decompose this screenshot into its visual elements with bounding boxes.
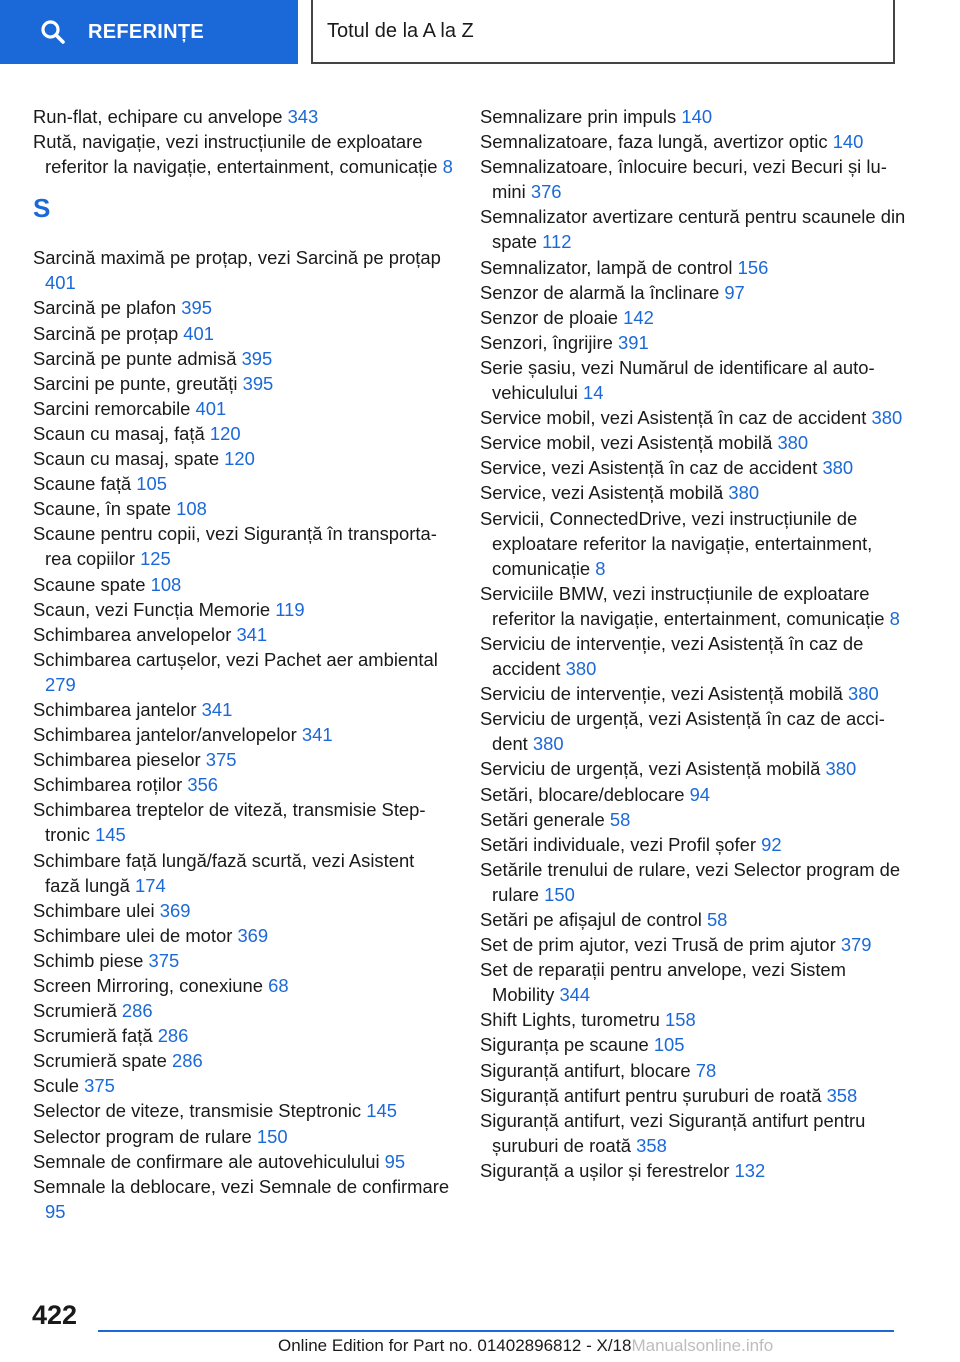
index-entry xyxy=(480,706,910,756)
index-entry xyxy=(480,807,910,832)
index-entry xyxy=(480,330,910,355)
index-entry xyxy=(480,631,910,681)
index-entry xyxy=(33,1098,453,1123)
page-link[interactable]: 358 xyxy=(826,1084,858,1106)
page-link[interactable]: 92 xyxy=(761,833,782,855)
index-entry-text: Sarcini remorcabile xyxy=(33,397,196,419)
index-entry xyxy=(33,396,453,421)
index-entry xyxy=(480,1158,910,1183)
page-link[interactable]: 8 xyxy=(595,557,606,579)
index-entry-text: Sarcină pe plafon xyxy=(33,297,182,319)
index-entry-text: Serviciu de intervenție, vezi Asistență în caz de accident xyxy=(480,632,864,680)
index-entry-text: Semnalizatoare, faza lungă, avertizor optic xyxy=(480,131,833,153)
index-entry xyxy=(33,446,453,471)
page-link[interactable]: 279 xyxy=(45,673,76,695)
index-entry-text: Service, vezi Asistență mobilă xyxy=(480,482,729,504)
index-entry xyxy=(480,857,910,907)
page-link[interactable]: 94 xyxy=(689,783,711,805)
page-link[interactable]: 78 xyxy=(695,1059,717,1081)
index-entry xyxy=(33,998,453,1023)
page-link[interactable]: 108 xyxy=(150,573,182,595)
index-entry-text: Scaun cu masaj, spate xyxy=(33,448,225,470)
index-entry-text: Siguranță antifurt, blocare xyxy=(480,1059,696,1081)
index-entry-text: Schimbarea pieselor xyxy=(33,749,206,771)
footer-edition xyxy=(278,1336,773,1356)
index-entry-text: Setările trenului de rulare, vezi Selector program de rulare xyxy=(480,858,901,905)
index-entry xyxy=(33,1023,453,1048)
index-entry-text: Semnalizator, lampă de control xyxy=(480,256,738,278)
index-entry xyxy=(480,957,910,1007)
index-entry-text: Set de prim ajutor, vezi Trusă de prim ajutor xyxy=(480,934,841,956)
page-link[interactable]: 68 xyxy=(268,975,289,996)
index-entry-text: Serie șasiu, vezi Numărul de identificare al autovehiculului xyxy=(480,356,875,404)
page-link[interactable]: 401 xyxy=(45,272,76,294)
page-link[interactable]: 341 xyxy=(201,698,233,720)
page-link[interactable]: 286 xyxy=(157,1025,189,1047)
index-entry xyxy=(33,496,453,521)
page-link[interactable]: 119 xyxy=(275,598,305,620)
index-entry xyxy=(33,1048,453,1073)
index-entry xyxy=(33,104,453,129)
index-entry xyxy=(33,797,453,847)
index-entry xyxy=(480,1058,910,1083)
index-entry xyxy=(480,255,910,280)
index-entry xyxy=(480,1083,910,1108)
page-link[interactable]: 286 xyxy=(121,1000,153,1022)
index-entry-text: Selector de viteze, transmisie Steptronic xyxy=(33,1100,367,1122)
index-entry-text: Sarcină maximă pe proțap, vezi Sarcină pe proțap xyxy=(33,247,441,269)
footer-watermark: Manualsonline.info xyxy=(631,1336,774,1355)
page-link[interactable]: 95 xyxy=(384,1150,406,1172)
index-entry xyxy=(480,782,910,807)
page-link[interactable]: 112 xyxy=(542,231,572,253)
index-letter-heading: S xyxy=(33,193,51,224)
page-link[interactable]: 369 xyxy=(237,924,269,946)
index-entry xyxy=(480,506,910,581)
page-link[interactable]: 395 xyxy=(181,297,212,319)
index-entry xyxy=(33,948,453,973)
index-entry xyxy=(33,898,453,923)
index-entry-text: Setări, blocare/deblocare xyxy=(480,783,690,805)
page-link[interactable]: 375 xyxy=(205,749,237,771)
index-entry xyxy=(33,597,453,622)
index-entry xyxy=(33,1073,453,1098)
index-entry-text: Schimbare față lungă/fază scurtă, vezi Asistent fază lungă xyxy=(33,849,415,896)
page-link[interactable]: 380 xyxy=(565,658,597,680)
page-link[interactable]: 140 xyxy=(681,106,713,127)
page-link[interactable]: 120 xyxy=(224,448,255,470)
index-entry-text: Serviciile BMW, vezi instrucțiunile de exploatare referitor la navigație, entertainment, comunicație xyxy=(480,582,890,629)
page-link[interactable]: 395 xyxy=(241,347,273,369)
page-number: 422 xyxy=(32,1300,78,1330)
page-link[interactable]: 344 xyxy=(559,984,591,1006)
index-entry-text: Siguranță a ușilor și ferestrelor xyxy=(480,1159,735,1181)
index-entry-text: Siguranța pe scaune xyxy=(480,1034,654,1056)
page-link[interactable]: 380 xyxy=(728,482,760,504)
page-link[interactable]: 286 xyxy=(172,1050,203,1072)
index-entry xyxy=(480,154,910,204)
index-entry xyxy=(33,129,453,179)
index-column-left xyxy=(33,104,453,1224)
tab-references-label: REFERINȚE xyxy=(88,20,205,43)
index-entry xyxy=(480,832,910,857)
page-link[interactable]: 343 xyxy=(287,106,319,127)
page-link[interactable]: 375 xyxy=(148,949,180,971)
index-entry-text: Schimbarea jantelor/anvelopelor xyxy=(33,724,302,746)
page-link[interactable]: 395 xyxy=(242,372,274,394)
index-entry-text: Service mobil, vezi Asistență în caz de accident xyxy=(480,407,872,429)
index-entry-text: Sarcini pe punte, greutăți xyxy=(33,372,243,394)
index-entry-text: Scrumieră xyxy=(33,1000,122,1022)
index-entry xyxy=(33,848,453,898)
index-entry-text: Schimbarea roților xyxy=(33,774,188,796)
index-entry xyxy=(33,1174,453,1224)
page-link[interactable]: 401 xyxy=(183,322,214,344)
index-entry-text: Scaun, vezi Funcția Memorie xyxy=(33,598,276,620)
page-link[interactable]: 58 xyxy=(609,808,631,830)
index-entry xyxy=(480,907,910,932)
index-entry xyxy=(33,747,453,772)
index-entry-text: Setări pe afișajul de control xyxy=(480,909,707,930)
index-entry xyxy=(33,371,453,396)
page-link[interactable]: 379 xyxy=(840,934,872,956)
page-link[interactable]: 8 xyxy=(442,156,453,178)
index-entry-text: Selector program de rulare xyxy=(33,1125,257,1147)
index-entry-text: Semnale de confirmare ale autovehiculului xyxy=(33,1150,385,1172)
index-entry xyxy=(33,346,453,371)
index-entry-text: Serviciu de urgență, vezi Asistență în caz de accident xyxy=(480,708,885,755)
page-link[interactable]: 58 xyxy=(706,909,728,930)
index-entry-text: Scaune pentru copii, vezi Siguranță în transportarea copiilor xyxy=(33,523,437,570)
page-link[interactable]: 120 xyxy=(209,422,241,444)
index-entry xyxy=(33,295,453,320)
index-entry-text: Schimbarea cartușelor, vezi Pachet aer ambiental xyxy=(33,648,438,670)
index-entry-text: Schimbarea treptelor de viteză, transmisie Steptronic xyxy=(33,799,426,846)
page-link[interactable]: 341 xyxy=(236,623,268,645)
index-entry-text: Sarcină pe proțap xyxy=(33,322,184,344)
index-entry-text: Sarcină pe punte admisă xyxy=(33,347,242,369)
index-entry-text: Service mobil, vezi Asistență mobilă xyxy=(480,432,778,454)
index-entry xyxy=(480,1032,910,1057)
page-link[interactable]: 150 xyxy=(544,883,575,905)
index-entry-text: Semnale la deblocare, vezi Semnale de confirmare xyxy=(33,1175,450,1197)
index-entry-text: Shift Lights, turometru xyxy=(480,1009,666,1031)
page-link[interactable]: 14 xyxy=(582,382,604,404)
page-link[interactable]: 174 xyxy=(134,874,166,896)
index-entry xyxy=(480,430,910,455)
index-entry-text: Siguranță antifurt pentru șuruburi de roată xyxy=(480,1084,827,1106)
footer-edition-text: Online Edition for Part no. 01402896812 - X/18 xyxy=(278,1336,632,1355)
page-link[interactable]: 145 xyxy=(95,824,126,846)
index-entry xyxy=(33,622,453,647)
index-entry xyxy=(33,572,453,597)
page-link[interactable]: 380 xyxy=(848,683,879,705)
index-entry xyxy=(33,973,453,998)
index-entry xyxy=(480,305,910,330)
index-entry xyxy=(480,581,910,631)
index-entry-text: Scaune spate xyxy=(33,573,151,595)
index-entry-text: Semnalizatoare, înlocuire becuri, vezi Becuri și lumini xyxy=(480,156,887,203)
index-entry-text: Scrumieră față xyxy=(33,1025,158,1047)
page-link[interactable]: 95 xyxy=(45,1200,66,1222)
page-link[interactable]: 125 xyxy=(140,548,171,570)
index-entry-text: Serviciu de urgență, vezi Asistență mobilă xyxy=(480,758,826,780)
index-entry xyxy=(33,421,453,446)
index-entry xyxy=(480,204,910,254)
tab-references[interactable] xyxy=(0,0,298,64)
index-entry xyxy=(33,321,453,346)
index-entry-text: Schimbarea anvelopelor xyxy=(33,623,237,645)
page-link[interactable]: 356 xyxy=(187,774,219,796)
page-link[interactable]: 105 xyxy=(136,473,167,495)
page-link[interactable]: 380 xyxy=(777,432,809,454)
index-entry xyxy=(33,245,453,295)
index-entry xyxy=(480,355,910,405)
page-link[interactable]: 158 xyxy=(665,1009,696,1031)
index-entry xyxy=(480,129,910,154)
index-entry xyxy=(33,923,453,948)
index-entry xyxy=(480,104,910,129)
index-column-right xyxy=(480,104,910,1183)
index-entry-text: Scrumieră spate xyxy=(33,1050,173,1072)
index-entry-text: Senzor de alarmă la înclinare xyxy=(480,281,725,303)
tab-a-to-z[interactable] xyxy=(311,0,895,64)
page-link[interactable]: 391 xyxy=(617,331,649,353)
index-entry-text: Servicii, ConnectedDrive, vezi instrucțiunile de exploatare referitor la navigație, entertainment, comunicație xyxy=(480,507,873,579)
page-link[interactable]: 150 xyxy=(256,1125,288,1147)
page-link[interactable]: 358 xyxy=(636,1134,667,1156)
index-entry-text: Run-flat, echipare cu anvelope xyxy=(33,106,288,127)
page-link[interactable]: 401 xyxy=(195,397,227,419)
page-link[interactable]: 140 xyxy=(832,131,864,153)
page-link[interactable]: 375 xyxy=(84,1075,115,1097)
index-entry-text: Screen Mirroring, conexiune xyxy=(33,975,269,996)
index-entry xyxy=(480,756,910,781)
search-icon xyxy=(40,19,66,45)
index-entry xyxy=(480,932,910,957)
index-entry-text: Schimb piese xyxy=(33,949,149,971)
index-entry xyxy=(33,697,453,722)
page-link[interactable]: 376 xyxy=(530,181,562,203)
page-link[interactable]: 8 xyxy=(889,607,900,629)
index-entry-text: Schimbarea jantelor xyxy=(33,698,202,720)
page-link[interactable]: 341 xyxy=(301,724,333,746)
footer-divider xyxy=(98,1330,894,1332)
index-entry xyxy=(33,1149,453,1174)
index-entry xyxy=(33,1124,453,1149)
index-entry-text: Setări generale xyxy=(480,808,610,830)
index-entry-text: Serviciu de intervenție, vezi Asistență mobilă xyxy=(480,683,848,705)
index-entry-text: Schimbare ulei xyxy=(33,899,160,921)
index-entry-text: Senzori, îngrijire xyxy=(480,331,618,353)
index-entry xyxy=(480,681,910,706)
page-link[interactable]: 380 xyxy=(532,733,564,755)
page-link[interactable]: 108 xyxy=(176,498,207,520)
index-entry xyxy=(480,455,910,480)
page-link[interactable]: 156 xyxy=(737,256,769,278)
page-link[interactable]: 380 xyxy=(825,758,857,780)
index-entry-text: Service, vezi Asistență în caz de accident xyxy=(480,457,823,479)
index-entry-text: Scaune, în spate xyxy=(33,498,177,520)
page-link[interactable]: 132 xyxy=(734,1159,766,1181)
index-entry xyxy=(33,772,453,797)
page-link[interactable]: 145 xyxy=(366,1100,397,1122)
index-entry xyxy=(33,722,453,747)
index-entry-text: Siguranță antifurt, vezi Siguranță antifurt pentru șuruburi de roată xyxy=(480,1109,866,1156)
index-entry xyxy=(33,647,453,697)
index-entry xyxy=(480,1108,910,1158)
index-entry-text: Set de reparații pentru anvelope, vezi Sistem Mobility xyxy=(480,959,846,1006)
page-link[interactable]: 105 xyxy=(653,1034,685,1056)
index-entry xyxy=(480,280,910,305)
page-link[interactable]: 142 xyxy=(623,306,654,328)
index-entry xyxy=(480,1007,910,1032)
index-entry-text: Scule xyxy=(33,1075,85,1097)
index-entry xyxy=(33,521,453,571)
index-entry-text: Scaune față xyxy=(33,473,137,495)
index-entry xyxy=(480,480,910,505)
tab-a-to-z-label: Totul de la A la Z xyxy=(327,19,474,42)
page-link[interactable]: 380 xyxy=(871,407,903,429)
index-entry-text: Semnalizare prin impuls xyxy=(480,106,682,127)
index-entry-text: Semnalizator avertizare centură pentru scaunele din spate xyxy=(480,206,906,253)
index-entry-text: Schimbare ulei de motor xyxy=(33,924,238,946)
index-entry xyxy=(33,471,453,496)
index-entry xyxy=(480,405,910,430)
page-link[interactable]: 380 xyxy=(822,457,854,479)
index-entry-text: Scaun cu masaj, față xyxy=(33,422,210,444)
page-link[interactable]: 369 xyxy=(159,899,191,921)
index-entry-text: Setări individuale, vezi Profil șofer xyxy=(480,833,762,855)
page-link[interactable]: 97 xyxy=(724,281,745,303)
index-entry-text: Rută, navigație, vezi instrucțiunile de exploatare referitor la navigație, entertainment, comunicație xyxy=(33,131,443,178)
index-entry-text: Senzor de ploaie xyxy=(480,306,624,328)
